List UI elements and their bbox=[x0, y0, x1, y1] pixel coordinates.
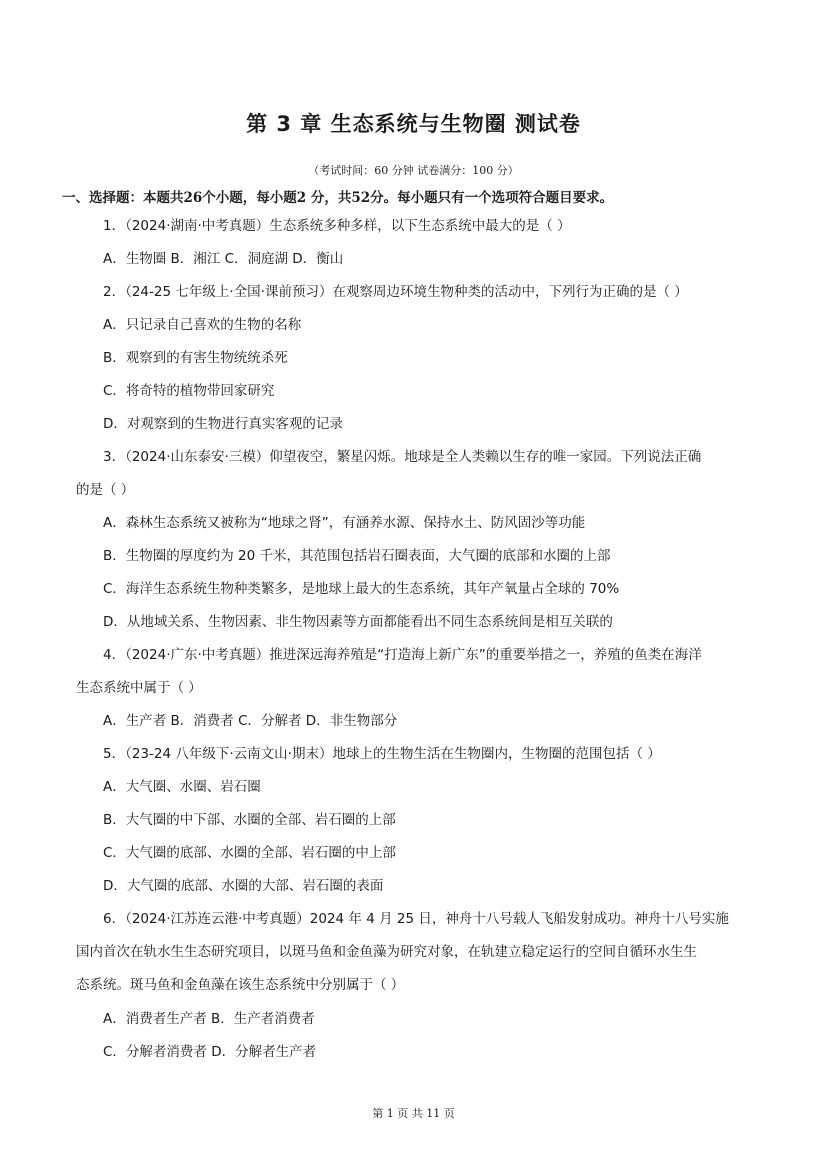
question-1: 1．（2024·湖南·中考真题）生态系统多种多样，以下生态系统中最大的是（ ） bbox=[103, 218, 571, 234]
question-2-option-b: B．观察到的有害生物统统杀死 bbox=[103, 350, 288, 366]
question-6-options-ab: A．消费者生产者 B．生产者消费者 bbox=[103, 1011, 315, 1027]
question-5-option-d: D．大气圈的底部、水圈的大部、岩石圈的表面 bbox=[103, 878, 384, 894]
question-2-option-a: A．只记录自己喜欢的生物的名称 bbox=[103, 317, 302, 333]
question-6: 6．（2024·江苏连云港·中考真题）2024 年 4 月 25 日，神舟十八号载人飞船发射成功。神舟十八号实施 bbox=[103, 911, 729, 927]
document-title: 第 3 章 生态系统与生物圈 测试卷 bbox=[246, 112, 581, 136]
question-6-cont-2: 态系统。斑马鱼和金鱼藻在该生态系统中分别属于（ ） bbox=[76, 977, 405, 993]
question-5-option-a: A．大气圈、水圈、岩石圈 bbox=[103, 779, 261, 795]
question-3: 3．（2024·山东泰安·三模）仰望夜空，繁星闪烁。地球是全人类赖以生存的唯一家园。下列说法正确 bbox=[103, 449, 702, 465]
question-5: 5．（23-24 八年级下·云南文山·期末）地球上的生物生活在生物圈内，生物圈的范围包括（ ） bbox=[103, 746, 661, 762]
question-1-options: A．生物圈 B．湘江 C．洞庭湖 D．衡山 bbox=[103, 251, 344, 267]
question-3-option-a: A．森林生态系统又被称为“地球之肾”，有涵养水源、保持水土、防风固沙等功能 bbox=[103, 515, 586, 531]
question-3-option-b: B．生物圈的厚度约为 20 千米，其范围包括岩石圈表面，大气圈的底部和水圈的上部 bbox=[103, 548, 611, 564]
question-3-option-d: D．从地域关系、生物因素、非生物因素等方面都能看出不同生态系统间是相互关联的 bbox=[103, 614, 613, 630]
question-2-option-c: C．将奇特的植物带回家研究 bbox=[103, 383, 275, 399]
page-footer: 第 1 页 共 11 页 bbox=[372, 1107, 455, 1120]
question-4-options: A．生产者 B．消费者 C．分解者 D．非生物部分 bbox=[103, 713, 398, 729]
question-6-options-cd: C．分解者消费者 D．分解者生产者 bbox=[103, 1044, 317, 1060]
question-4: 4．（2024·广东·中考真题）推进深远海养殖是“打造海上新广东”的重要举措之一，养殖的鱼类在海洋 bbox=[103, 647, 702, 663]
question-4-cont: 生态系统中属于（ ） bbox=[76, 680, 202, 696]
question-5-option-b: B．大气圈的中下部、水圈的全部、岩石圈的上部 bbox=[103, 812, 396, 828]
question-3-option-c: C．海洋生态系统生物种类繁多，是地球上最大的生态系统，其年产氧量占全球的 70% bbox=[103, 581, 620, 597]
exam-meta: （考试时间：60 分钟 试卷满分：100 分） bbox=[308, 164, 519, 177]
question-6-cont-1: 国内首次在轨水生生态研究项目，以斑马鱼和金鱼藻为研究对象，在轨建立稳定运行的空间自循环水生生 bbox=[76, 944, 697, 960]
question-3-cont: 的是（ ） bbox=[76, 482, 135, 498]
question-5-option-c: C．大气圈的底部、水圈的全部、岩石圈的中上部 bbox=[103, 845, 396, 861]
question-2: 2．（24-25 七年级上·全国·课前预习）在观察周边环境生物种类的活动中，下列行为正确的是（ ） bbox=[103, 284, 688, 300]
question-2-option-d: D．对观察到的生物进行真实客观的记录 bbox=[103, 416, 343, 432]
section-heading: 一、选择题：本题共26个小题，每小题2 分，共52分。每小题只有一个选项符合题目要求。 bbox=[62, 190, 614, 206]
